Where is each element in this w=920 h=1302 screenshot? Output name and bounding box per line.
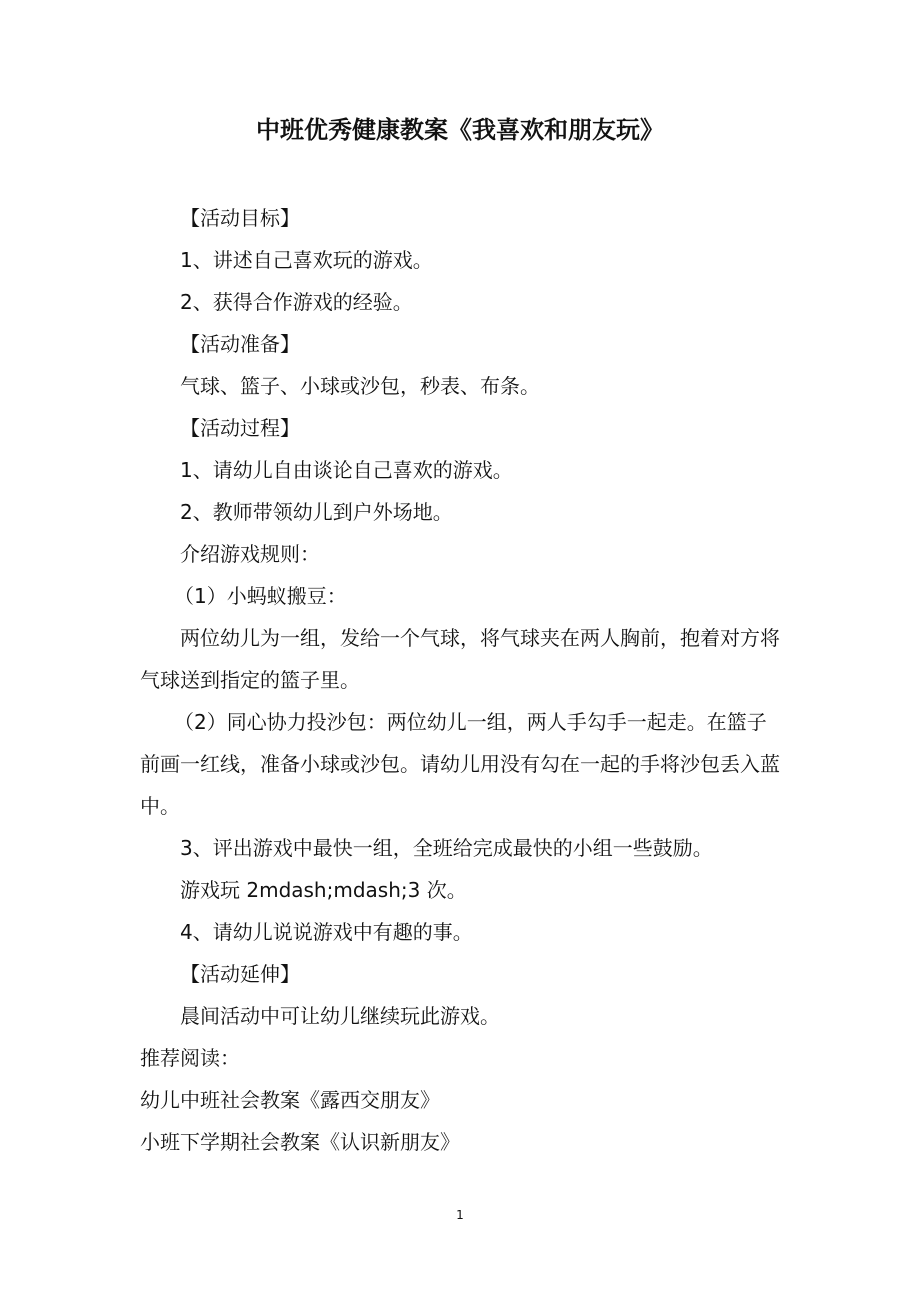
paragraph: 2、获得合作游戏的经验。 [180, 290, 413, 314]
paragraph: （1）小蚂蚁搬豆： [174, 584, 347, 608]
paragraph: 晨间活动中可让幼儿继续玩此游戏。 [180, 1004, 500, 1028]
recommended-link[interactable]: 幼儿中班社会教案《露西交朋友》 [140, 1088, 440, 1112]
paragraph: 介绍游戏规则： [180, 542, 320, 566]
paragraph: 气球、篮子、小球或沙包，秒表、布条。 [180, 374, 540, 398]
paragraph: 【活动延伸】 [180, 962, 300, 986]
paragraph: （2）同心协力投沙包：两位幼儿一组，两人手勾手一起走。在篮子前画一红线，准备小球或沙包。请幼儿用没有勾在一起的手将沙包丢入蓝中。 [140, 710, 780, 818]
paragraph: 1、请幼儿自由谈论自己喜欢的游戏。 [180, 458, 513, 482]
paragraph: 2、教师带领幼儿到户外场地。 [180, 500, 453, 524]
document-body [140, 197, 784, 1163]
paragraph: 游戏玩 2mdash;mdash;3 次。 [180, 878, 467, 902]
recommended-link[interactable]: 小班下学期社会教案《认识新朋友》 [140, 1130, 460, 1154]
paragraph: 1、讲述自己喜欢玩的游戏。 [180, 248, 433, 272]
document-title: 中班优秀健康教案《我喜欢和朋友玩》 [256, 116, 664, 144]
paragraph: 两位幼儿为一组，发给一个气球，将气球夹在两人胸前，抱着对方将气球送到指定的篮子里。 [140, 626, 780, 692]
paragraph: 【活动目标】 [180, 206, 300, 230]
paragraph: 3、评出游戏中最快一组，全班给完成最快的小组一些鼓励。 [180, 836, 713, 860]
paragraph: 【活动过程】 [180, 416, 300, 440]
page-number: 1 [456, 1208, 464, 1222]
paragraph: 【活动准备】 [180, 332, 300, 356]
paragraph: 推荐阅读： [140, 1046, 240, 1070]
paragraph: 4、请幼儿说说游戏中有趣的事。 [180, 920, 473, 944]
